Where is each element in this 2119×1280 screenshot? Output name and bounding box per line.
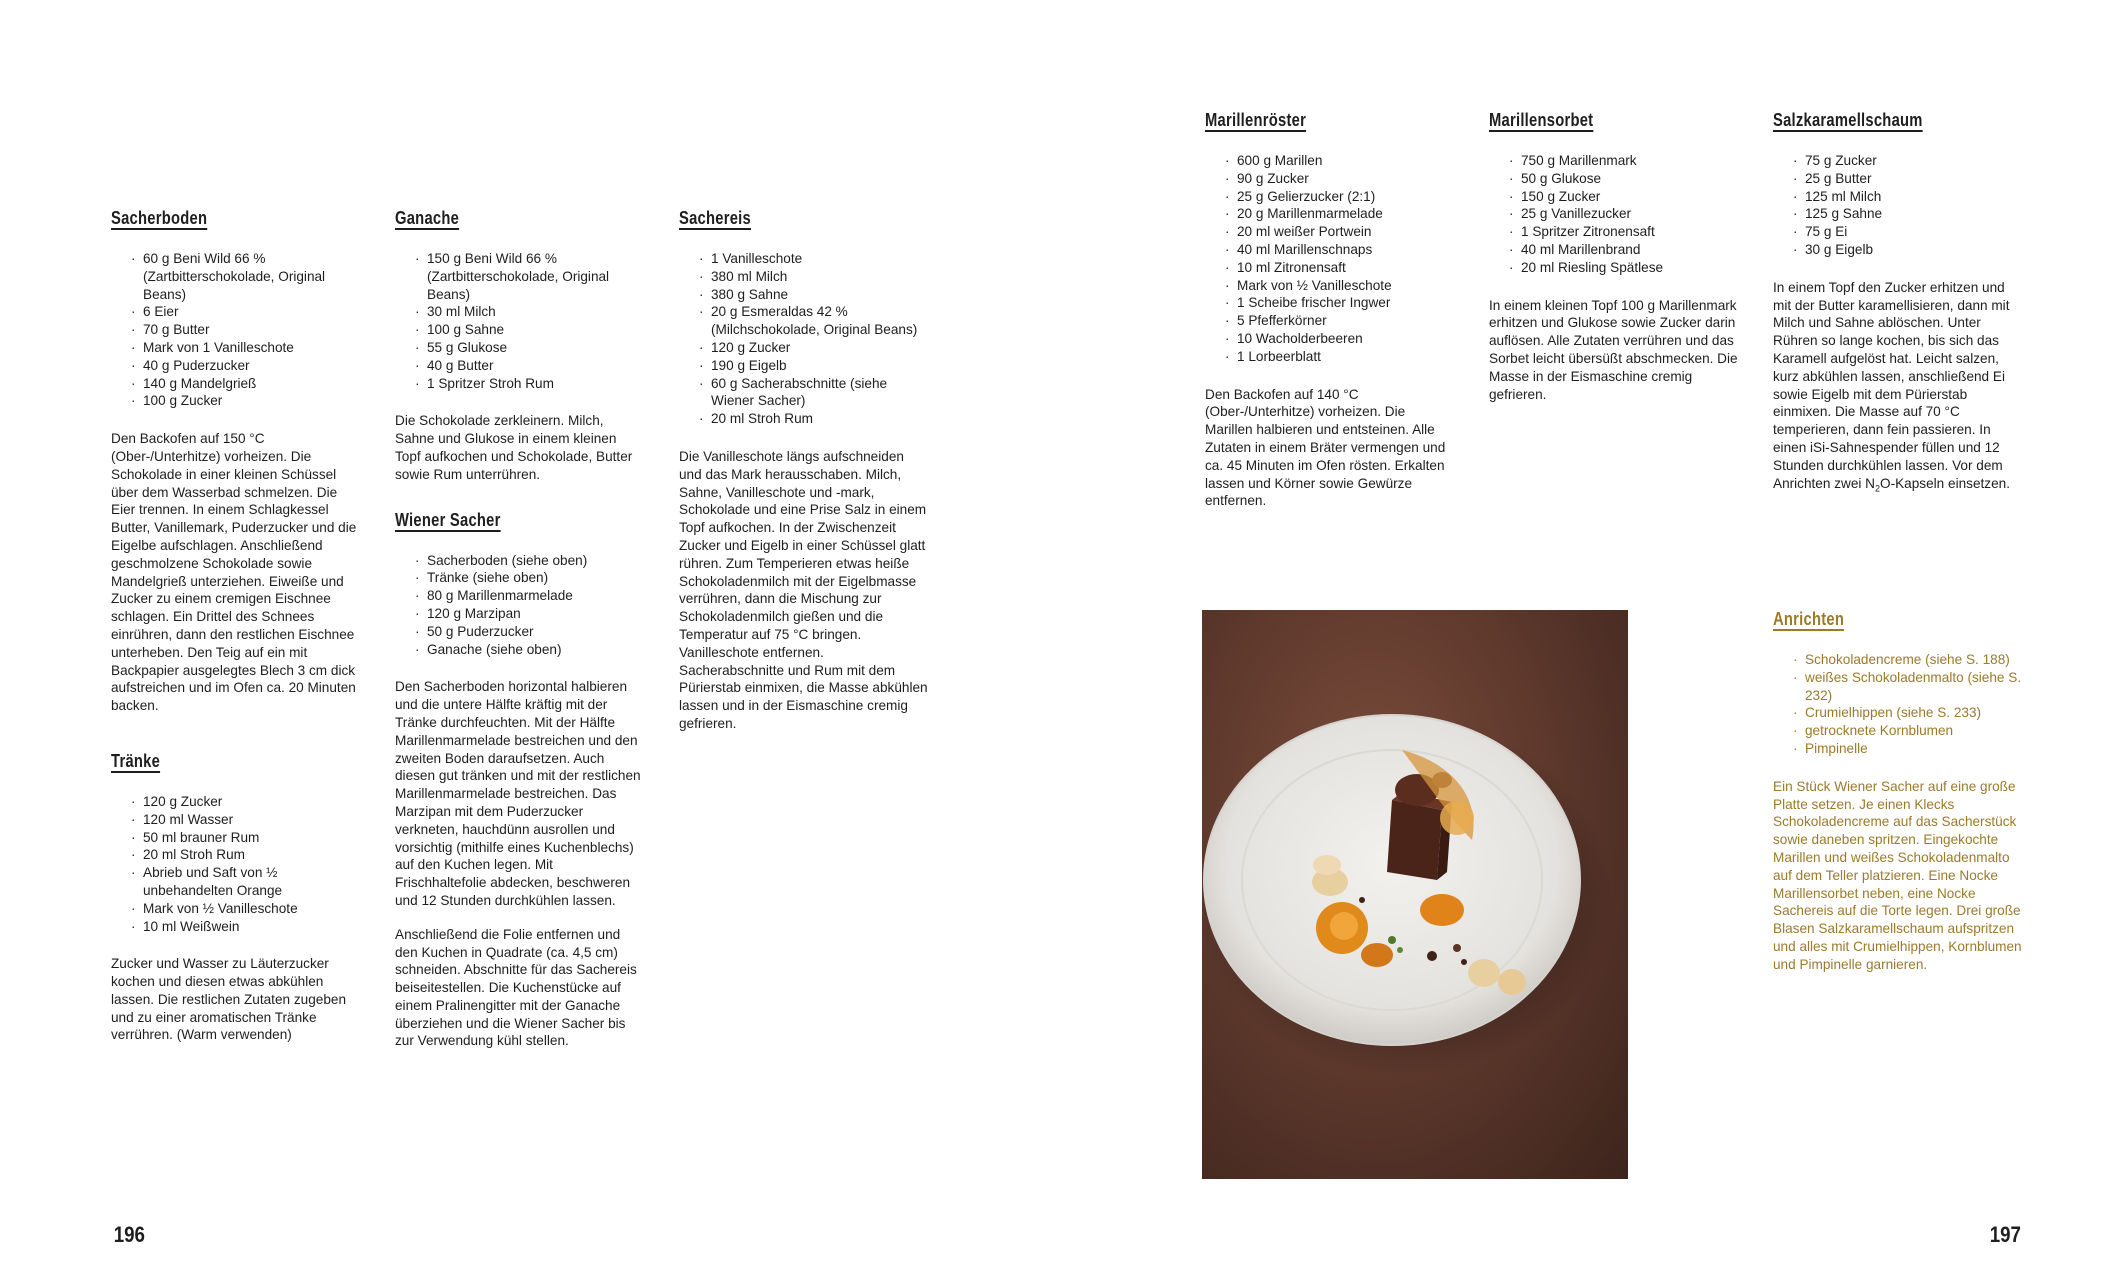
ingredient-item: · Schokoladencreme (siehe S. 188) bbox=[1793, 651, 2023, 669]
ingredient-item: · 50 g Glukose bbox=[1509, 170, 1739, 188]
ingredient-item: · 40 ml Marillenbrand bbox=[1509, 241, 1739, 259]
method-text: Zucker und Wasser zu Läuterzucker kochen und diesen etwas abkühlen lassen. Die restlichen Zutaten zugeben und zu einer aromatischen Tränke verrühren. (Warm verwenden) bbox=[111, 956, 347, 1043]
ingredient-item: · 125 g Sahne bbox=[1793, 205, 2023, 223]
method-text: Ein Stück Wiener Sacher auf eine große Platte setzen. Je einen Klecks Schokoladencreme auf das Sacherstück sowie daneben spritzen. Eingekochte Marillen und weißes Schokoladenmalto auf dem Teller platzieren. Eine Nocke Marillensorbet neben, eine Nocke Sachereis auf die Torte legen. Drei große Blasen Salzkaramellschaum aufspritzen und alles mit Crumielhippen, Kornblumen und Pimpinelle garnieren. bbox=[1773, 778, 2022, 972]
ingredient-item: · 120 ml Wasser bbox=[131, 811, 361, 829]
ingredient-item: · 55 g Glukose bbox=[415, 339, 645, 357]
ingredient-item: · 60 g Beni Wild 66 % (Zartbitterschokolade, Original Beans) bbox=[131, 250, 361, 303]
ingredient-item: · Mark von ½ Vanilleschote bbox=[131, 900, 361, 918]
ingredient-item: · 120 g Marzipan bbox=[415, 605, 645, 623]
ingredient-item: · Ganache (siehe oben) bbox=[415, 641, 645, 659]
ingredient-list bbox=[111, 793, 361, 935]
ingredient-item: · 40 ml Marillenschnaps bbox=[1225, 241, 1455, 259]
ingredient-item: · 20 ml weißer Portwein bbox=[1225, 223, 1455, 241]
ingredient-item: · 150 g Beni Wild 66 % (Zartbitterschokolade, Original Beans) bbox=[415, 250, 645, 303]
ingredient-item: · 380 ml Milch bbox=[699, 268, 929, 286]
ingredient-item: · 190 g Eigelb bbox=[699, 357, 929, 375]
ingredient-item: · 10 ml Weißwein bbox=[131, 918, 361, 936]
ingredient-item: · 120 g Zucker bbox=[699, 339, 929, 357]
ingredient-item: · Mark von ½ Vanilleschote bbox=[1225, 277, 1455, 295]
heading-wiener-sacher: Wiener Sacher bbox=[395, 509, 501, 530]
ingredient-item: · Mark von 1 Vanilleschote bbox=[131, 339, 361, 357]
ingredient-item: · 30 ml Milch bbox=[415, 303, 645, 321]
heading-traenke: Tränke bbox=[111, 750, 161, 771]
method-text: In einem kleinen Topf 100 g Marillenmark erhitzen und Glukose sowie Zucker darin auflösen. Alle Zutaten verrühren und das Sorbet leicht übersüßt abschmecken. Die Masse in der Eismaschine cremig gefrieren. bbox=[1489, 297, 1738, 402]
ingredient-item: · 140 g Mandelgrieß bbox=[131, 375, 361, 393]
ingredient-item: · 125 ml Milch bbox=[1793, 188, 2023, 206]
ingredient-list bbox=[1773, 651, 2023, 758]
ingredient-item: · weißes Schokoladenmalto (siehe S. 232) bbox=[1793, 669, 2023, 705]
ingredient-item: · getrocknete Kornblumen bbox=[1793, 722, 2023, 740]
dessert-photo bbox=[1202, 610, 1628, 1179]
ingredient-item: · 25 g Vanillezucker bbox=[1509, 205, 1739, 223]
recipe-sacherboden bbox=[111, 206, 361, 1060]
ingredient-item: · 20 ml Stroh Rum bbox=[699, 410, 929, 428]
ingredient-item: · 1 Spritzer Stroh Rum bbox=[415, 375, 645, 393]
heading-anrichten: Anrichten bbox=[1773, 609, 1845, 629]
ingredient-item: · 20 ml Stroh Rum bbox=[131, 846, 361, 864]
ingredient-list bbox=[679, 250, 929, 428]
ingredient-item: · 1 Scheibe frischer Ingwer bbox=[1225, 294, 1455, 312]
ingredient-item: · 1 Vanilleschote bbox=[699, 250, 929, 268]
ingredient-item: · 30 g Eigelb bbox=[1793, 241, 2023, 259]
method-text: Den Backofen auf 150 °C (Ober-/Unterhitze) vorheizen. Die Schokolade in einer kleinen Schüssel über dem Wasserbad schmelzen. Die Eier trennen. In einem Schlagkessel Butter, Vanillemark, Puderzucker und die Eigelbe aufschlagen. Anschließend geschmolzene Schokolade sowie Mandelgrieß unterziehen. Eiweiße und Zucker zu einem cremigen Eischnee schlagen. Ein Drittel des Schnees einrühren, dann den restlichen Eischnee unterheben. Den Teig auf ein mit Backpapier ausgelegtes Blech 3 cm dick aufstreichen und im Ofen ca. 20 Minuten backen. bbox=[111, 431, 357, 714]
ingredient-item: · 380 g Sahne bbox=[699, 286, 929, 304]
ingredient-list bbox=[1205, 152, 1455, 366]
ingredient-item: · 600 g Marillen bbox=[1225, 152, 1455, 170]
ingredient-item: · 75 g Zucker bbox=[1793, 152, 2023, 170]
recipe-sachereis bbox=[679, 206, 929, 749]
page-number-left: 196 bbox=[113, 1222, 145, 1247]
ingredient-item: · 150 g Zucker bbox=[1509, 188, 1739, 206]
recipe-marillensorbet bbox=[1489, 108, 1739, 419]
method-text: Den Backofen auf 140 °C (Ober-/Unterhitze) vorheizen. Die Marillen halbieren und entsteinen. Alle Zutaten in einem Bräter vermengen und ca. 45 Minuten im Ofen rösten. Erkalten lassen und Körner sowie Gewürze entfernen. bbox=[1205, 386, 1446, 509]
ingredient-item: · 80 g Marillenmarmelade bbox=[415, 587, 645, 605]
ingredient-item: · 10 Wacholderbeeren bbox=[1225, 330, 1455, 348]
ingredient-item: · 75 g Ei bbox=[1793, 223, 2023, 241]
ingredient-list bbox=[1773, 152, 2023, 259]
recipe-salzkaramellschaum bbox=[1773, 108, 2023, 514]
recipe-anrichten bbox=[1773, 607, 2023, 990]
ingredient-item: · Abrieb und Saft von ½ unbehandelten Orange bbox=[131, 864, 361, 900]
ingredient-item: · 25 g Gelierzucker (2:1) bbox=[1225, 188, 1455, 206]
ingredient-item: · 1 Lorbeerblatt bbox=[1225, 348, 1455, 366]
ingredient-item: · 20 g Esmeraldas 42 % (Milchschokolade, Original Beans) bbox=[699, 303, 929, 339]
method-text: Den Sacherboden horizontal halbieren und die untere Hälfte kräftig mit der Tränke durchfeuchten. Mit der Hälfte Marillenmarmelade bestreichen und den zweiten Boden daraufsetzen. Auch diesen gut tränken und mit der restlichen Marillenmarmelade bestreichen. Das Marzipan mit dem Puderzucker verkneten, hauchdünn ausrollen und vorsichtig (mithilfe eines Kuchenblechs) auf den Kuchen legen. Mit Frischhaltefolie abdecken, beschweren und 12 Stunden durchkühlen lassen. bbox=[395, 679, 641, 908]
ingredient-item: · 50 ml brauner Rum bbox=[131, 829, 361, 847]
page-number-right: 197 bbox=[1989, 1222, 2021, 1247]
ingredient-item: · 120 g Zucker bbox=[131, 793, 361, 811]
ingredient-item: · 100 g Zucker bbox=[131, 392, 361, 410]
ingredient-item: · 70 g Butter bbox=[131, 321, 361, 339]
ingredient-item: · 50 g Puderzucker bbox=[415, 623, 645, 641]
ingredient-list bbox=[395, 552, 645, 659]
ingredient-item: · 40 g Puderzucker bbox=[131, 357, 361, 375]
ingredient-item: · Tränke (siehe oben) bbox=[415, 569, 645, 587]
ingredient-item: · 10 ml Zitronensaft bbox=[1225, 259, 1455, 277]
ingredient-item: · 40 g Butter bbox=[415, 357, 645, 375]
heading-marillensorbet: Marillensorbet bbox=[1489, 110, 1594, 130]
heading-marillenroester: Marillenröster bbox=[1205, 110, 1307, 130]
ingredient-item: · Sacherboden (siehe oben) bbox=[415, 552, 645, 570]
ingredient-item: · Pimpinelle bbox=[1793, 740, 2023, 758]
recipe-ganache bbox=[395, 206, 645, 1066]
ingredient-item: · 20 g Marillenmarmelade bbox=[1225, 205, 1455, 223]
ingredient-item: · 20 ml Riesling Spätlese bbox=[1509, 259, 1739, 277]
ingredient-item: · 90 g Zucker bbox=[1225, 170, 1455, 188]
heading-salzkaramellschaum: Salzkaramellschaum bbox=[1773, 110, 1923, 130]
ingredient-item: · Crumielhippen (siehe S. 233) bbox=[1793, 704, 2023, 722]
ingredient-list bbox=[111, 250, 361, 410]
recipe-marillenroester bbox=[1205, 108, 1455, 526]
method-text: Die Schokolade zerkleinern. Milch, Sahne und Glukose in einem kleinen Topf aufkochen und Schokolade, Butter sowie Rum unterrühren. bbox=[395, 413, 633, 482]
method-text: Die Vanilleschote längs aufschneiden und das Mark herausschaben. Milch, Sahne, Vanilleschote und -mark, Schokolade und eine Prise Salz in einem Topf aufkochen. In der Zwischenzeit Zucker und Eigelb in einer Schüssel glatt rühren. Zum Temperieren etwas heiße Schokoladenmilch mit der Eigelbmasse verrühren, dann die Mischung zur Schokoladenmilch gießen und die Temperatur auf 75 °C bringen. Vanilleschote entfernen. Sacherabschnitte und Rum mit dem Pürierstab einmixen, die Masse abkühlen lassen und in der Eismaschine cremig gefrieren. bbox=[679, 448, 928, 731]
plated-dessert-image bbox=[1202, 610, 1628, 1179]
ingredient-item: · 100 g Sahne bbox=[415, 321, 645, 339]
ingredient-item: · 5 Pfefferkörner bbox=[1225, 312, 1455, 330]
ingredient-list bbox=[1489, 152, 1739, 277]
ingredient-item: · 25 g Butter bbox=[1793, 170, 2023, 188]
ingredient-item: · 1 Spritzer Zitronensaft bbox=[1509, 223, 1739, 241]
heading-sachereis: Sachereis bbox=[679, 208, 751, 228]
ingredient-item: · 6 Eier bbox=[131, 303, 361, 321]
method-text: Anschließend die Folie entfernen und den Kuchen in Quadrate (ca. 4,5 cm) schneiden. Abschnitte für das Sachereis beiseitestellen. Die Kuchenstücke auf einem Pralinengitter mit der Ganache überziehen und die Wiener Sacher bis zur Verwendung kühl stellen. bbox=[395, 926, 637, 1049]
heading-ganache: Ganache bbox=[395, 208, 460, 228]
ingredient-item: · 750 g Marillenmark bbox=[1509, 152, 1739, 170]
ingredient-item: · 60 g Sacherabschnitte (siehe Wiener Sacher) bbox=[699, 375, 929, 411]
heading-sacherboden: Sacherboden bbox=[111, 208, 208, 228]
ingredient-list bbox=[395, 250, 645, 392]
method-text: In einem Topf den Zucker erhitzen und mit der Butter karamellisieren, dann mit Milch und Sahne ablöschen. Unter Rühren so lange kochen, bis sich das Karamell aufgelöst hat. Leicht salzen, kurz abkühlen lassen, anschließend Ei sowie Eigelb mit dem Pürierstab einmixen. Die Masse auf 70 °C temperieren, dann fein passieren. In einen iSi-Sahnespender füllen und 12 Stunden durchkühlen lassen. Vor dem Anrichten zwei $N_2O$-Kapseln einsetzen. bbox=[1773, 279, 2010, 494]
